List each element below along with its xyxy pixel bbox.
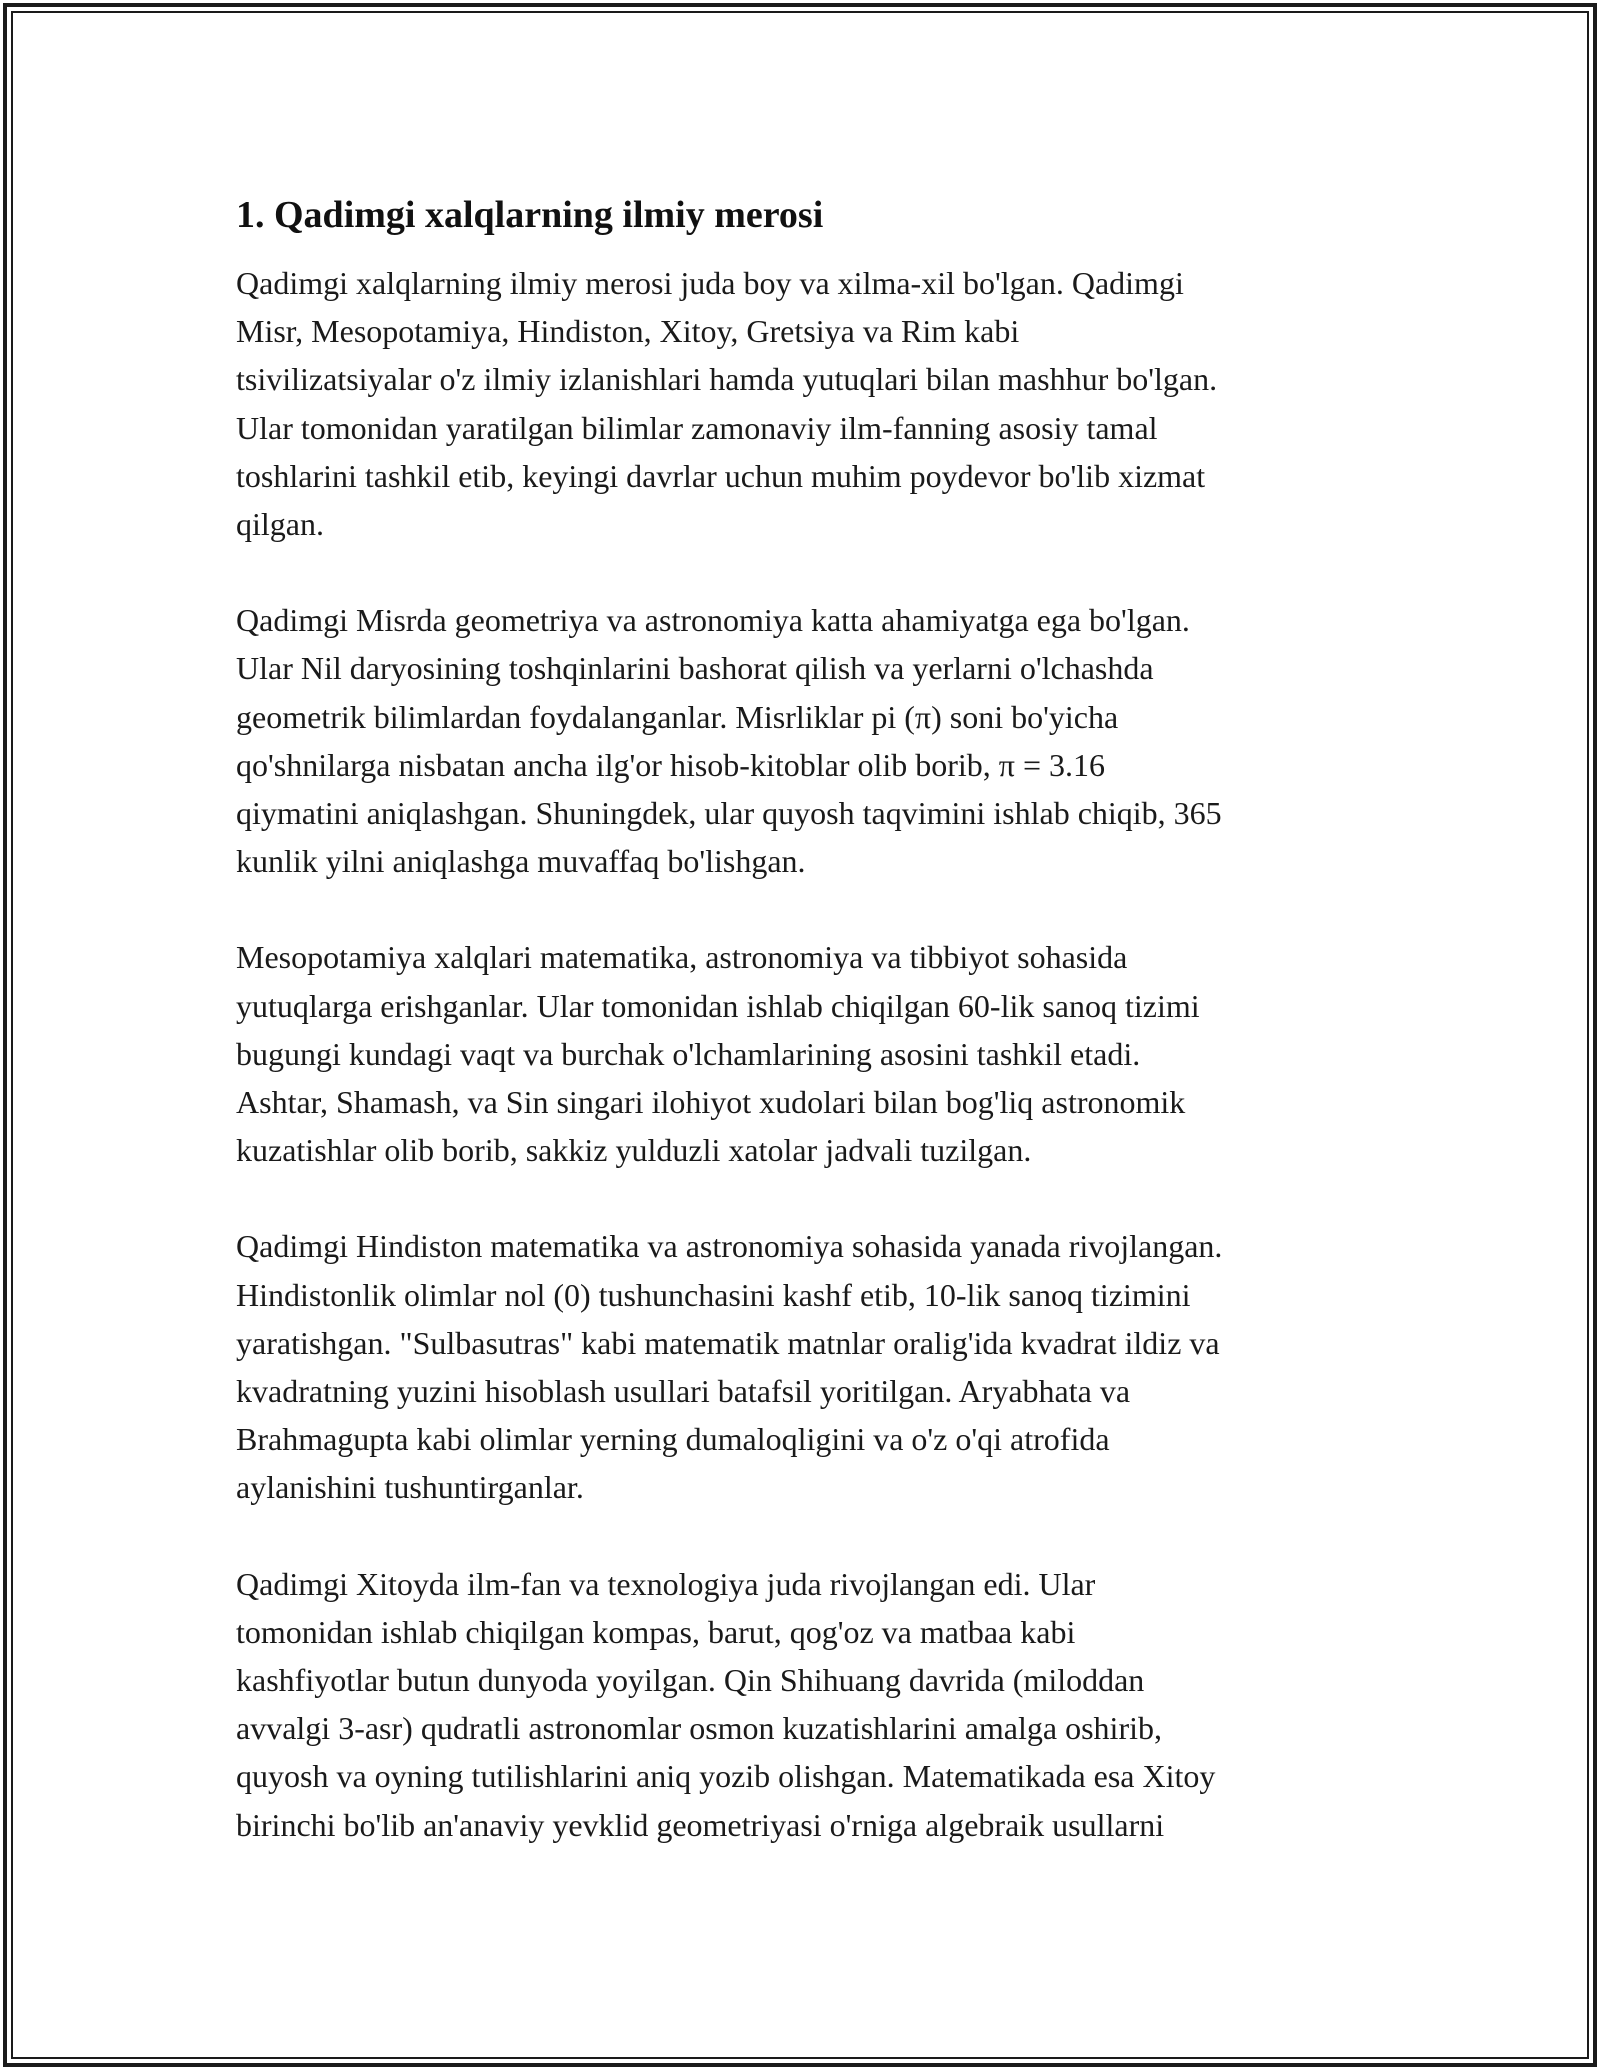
section-heading: 1. Qadimgi xalqlarning ilmiy merosi <box>236 194 824 236</box>
document-body <box>236 183 1376 1849</box>
paragraph-egypt: Qadimgi Misrda geometriya va astronomiya katta ahamiyatga ega bo'lgan. Ular Nil daryosining toshqinlarini bashorat qilish va yerlarni o'lchashda geometrik bilimlardan foydalanganlar. Misrliklar pi (π) soni bo'yicha qo'shnilarga nisbatan ancha ilg'or hisob-kitoblar olib borib, π = 3.16 qiymatini aniqlashgan. Shuningdek, ular quyosh taqvimini ishlab chiqib, 365 kunlik yilni aniqlashga muvaffaq bo'lishgan. <box>236 602 1222 880</box>
paragraph-mesopotamia: Mesopotamiya xalqlari matematika, astronomiya va tibbiyot sohasida yutuqlarga erishganlar. Ular tomonidan ishlab chiqilgan 60-lik sanoq tizimi bugungi kundagi vaqt va burchak o'lchamlarining asosini tashkil etadi. Ashtar, Shamash, va Sin singari ilohiyot xudolari bilan bog'liq astronomik kuzatishlar olib borib, sakkiz yulduzli xatolar jadvali tuzilgan. <box>236 939 1200 1169</box>
paragraph-india: Qadimgi Hindiston matematika va astronomiya sohasida yanada rivojlangan. Hindistonlik olimlar nol (0) tushunchasini kashf etib, 10-lik sanoq tizimini yaratishgan. "Sulbasutras" kabi matematik matnlar oralig'ida kvadrat ildiz va kvadratning yuzini hisoblash usullari batafsil yoritilgan. Aryabhata va Brahmagupta kabi olimlar yerning dumaloqligini va o'z o'qi atrofida aylanishini tushuntirganlar. <box>236 1228 1223 1506</box>
paragraph-china: Qadimgi Xitoyda ilm-fan va texnologiya juda rivojlangan edi. Ular tomonidan ishlab chiqilgan kompas, barut, qog'oz va matbaa kabi kashfiyotlar butun dunyoda yoyilgan. Qin Shihuang davrida (miloddan avvalgi 3-asr) qudratli astronomlar osmon kuzatishlarini amalga oshirib, quyosh va oyning tutilishlarini aniq yozib olishgan. Matematikada esa Xitoy birinchi bo'lib an'anaviy yevklid geometriyasi o'rniga algebraik usullarni <box>236 1565 1216 1843</box>
paragraph-intro: Qadimgi xalqlarning ilmiy merosi juda boy va xilma-xil bo'lgan. Qadimgi Misr, Mesopotamiya, Hindiston, Xitoy, Gretsiya va Rim kabi tsivilizatsiyalar o'z ilmiy izlanishlari hamda yutuqlari bilan mashhur bo'lgan. Ular tomonidan yaratilgan bilimlar zamonaviy ilm-fanning asosiy tamal toshlarini tashkil etib, keyingi davrlar uchun muhim poydevor bo'lib xizmat qilgan. <box>236 265 1218 543</box>
